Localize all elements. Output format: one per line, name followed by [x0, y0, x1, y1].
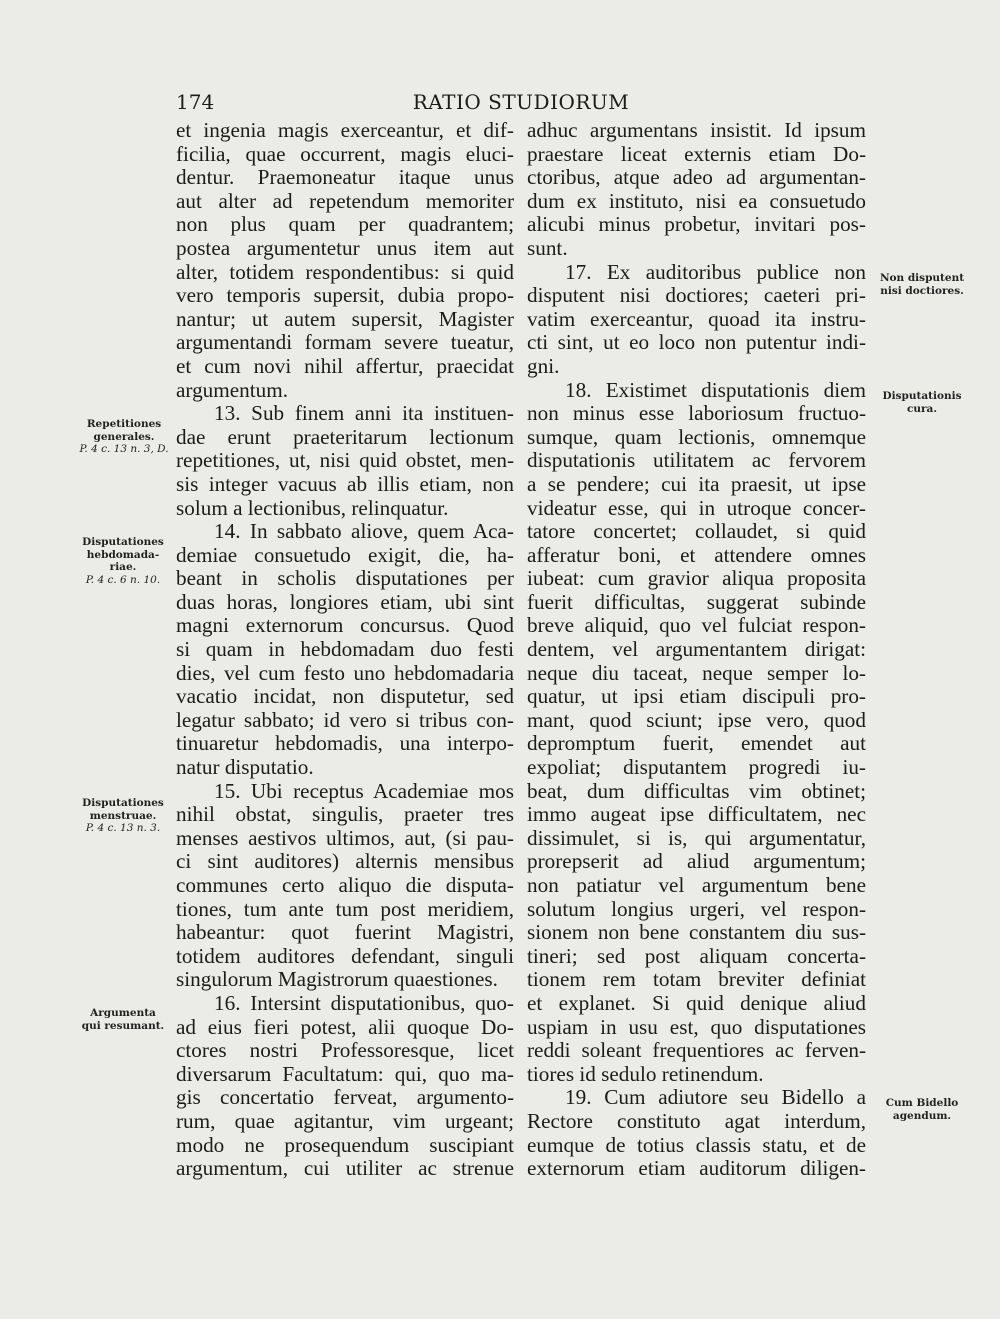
text-line: totidem auditores defendant, singuli	[176, 944, 514, 968]
margin-note-line: nisi doctiores.	[880, 284, 964, 297]
text-line: fuerit difficultas, suggerat subinde	[527, 590, 866, 614]
margin-note-reference: P. 4 c. 13 n. 3, D.	[79, 443, 169, 455]
text-line: gni.	[527, 354, 560, 378]
text-line: alter, totidem respondentibus: si quid	[176, 260, 514, 284]
text-line: rum, quae agitantur, vim urgeant;	[176, 1109, 514, 1133]
margin-note-bidello	[872, 1097, 972, 1122]
text-line: afferatur boni, et attendere omnes	[527, 543, 866, 567]
text-line: communes certo aliquo die disputa-	[176, 874, 514, 897]
margin-note-line: cura.	[906, 402, 938, 415]
text-line: 17. Ex auditoribus publice non	[565, 260, 866, 284]
text-line: sis integer vacuus ab illis etiam, non	[176, 472, 514, 496]
text-line: 16. Intersint disputationibus, quo-	[214, 991, 514, 1015]
text-line: sumque, quam lectionis, omnemque	[527, 425, 866, 449]
text-line: habeantur: quot fuerint Magistri,	[176, 921, 514, 945]
text-line: dissimulet, si is, qui argumentatur,	[527, 826, 866, 850]
text-line: ad eius fieri potest, alii quoque Do-	[176, 1015, 514, 1039]
page-header	[176, 90, 866, 120]
margin-note-argumenta	[70, 1007, 176, 1032]
left-text-column	[176, 119, 514, 1181]
text-line: prorepserit ad aliud argumentum;	[527, 850, 866, 874]
text-line: gis concertatio ferveat, argumento-	[176, 1086, 514, 1110]
margin-note-line: menstruae.	[89, 809, 157, 822]
text-line: argumentum.	[176, 378, 288, 402]
text-line: a se pendere; cui ita praesit, ut ipse	[527, 472, 866, 496]
margin-note-line: Non disputent	[879, 272, 965, 284]
page-number: 174	[176, 90, 215, 114]
text-line: solutum longius urgeri, vel respon-	[527, 897, 866, 921]
text-line: externorum etiam auditorum diligen-	[527, 1157, 866, 1181]
text-line: immo augeat ipse difficultatem, nec	[527, 803, 866, 827]
margin-note-line: Argumenta	[90, 1007, 156, 1019]
text-line: solum a lectionibus, relinquatur.	[176, 496, 449, 520]
text-line: duas horas, longiores etiam, ubi sint	[176, 590, 514, 614]
margin-note-line: riae.	[109, 561, 137, 573]
text-line: sionem non bene constantem diu sus-	[527, 921, 866, 945]
text-line: vatim exerceantur, quoad ita instru-	[527, 307, 866, 331]
text-line: breve aliquid, quo vel fulciat respon-	[527, 614, 866, 638]
margin-note-menstruae	[70, 797, 176, 835]
text-line: dies, vel cum festo uno hebdomadaria	[176, 661, 514, 685]
text-line: repetitiones, ut, nisi quid obstet, men-	[176, 449, 514, 473]
margin-note-reference: P. 4 c. 6 n. 10.	[85, 573, 161, 586]
margin-note-line: hebdomada-	[86, 548, 160, 561]
text-line: vacatio incidat, non disputetur, sed	[176, 685, 514, 709]
margin-note-line: Disputationes	[82, 797, 164, 809]
text-line: disputent nisi doctiores; caeteri pri-	[527, 284, 866, 308]
text-line: dum ex instituto, nisi ea consuetudo	[527, 189, 866, 213]
text-line: 18. Existimet disputationis diem	[565, 378, 866, 402]
margin-note-line: Cum Bidello	[885, 1097, 959, 1109]
text-line: modo ne prosequendum suscipiant	[176, 1133, 514, 1157]
running-title: RATIO STUDIORUM	[412, 90, 630, 114]
text-line: 14. In sabbato aliove, quem Aca-	[214, 520, 514, 544]
text-line: iubeat: cum gravior aliqua proposita	[527, 567, 866, 591]
text-line: adhuc argumentans insistit. Id ipsum	[527, 119, 866, 142]
margin-note-disputationis	[872, 390, 972, 415]
text-line: ctoribus, atque adeo ad argumentan-	[527, 166, 866, 190]
text-line: Rectore constituto agat interdum,	[527, 1109, 866, 1133]
margin-note-line: generales.	[93, 430, 155, 443]
text-line: tiones, tum ante tum post meridiem,	[176, 897, 514, 921]
text-line: non plus quam per quadrantem;	[176, 213, 514, 237]
text-line: menses aestivos ultimos, aut, (si pau-	[176, 826, 514, 850]
text-line: beant in scholis disputationes per	[176, 567, 514, 591]
text-line: nantur; ut autem supersit, Magister	[176, 307, 514, 331]
text-line: et ingenia magis exerceantur, et dif-	[176, 119, 514, 142]
text-line: argumentum, cui utiliter ac strenue	[176, 1157, 514, 1181]
text-line: mant, quod sciunt; ipse vero, quod	[527, 708, 866, 732]
margin-note-reference: P. 4 c. 13 n. 3.	[85, 822, 161, 834]
text-line: ficilia, quae occurrent, magis eluci-	[176, 142, 514, 166]
text-line: aut alter ad repetendum memoriter	[176, 189, 514, 213]
text-line: diversarum Facultatum: qui, quo ma-	[176, 1062, 514, 1086]
text-line: tiores id sedulo retinendum.	[527, 1062, 764, 1086]
margin-note-line: agendum.	[892, 1109, 952, 1122]
text-line: legatur sabbato; id vero si tribus con-	[176, 708, 514, 732]
text-line: nihil obstat, singulis, praeter tres	[176, 803, 514, 827]
margin-note-line: Repetitiones	[86, 418, 162, 430]
text-line: si quam in hebdomadam duo festi	[176, 638, 514, 662]
text-line: dentem, vel argumentantem dirigat:	[527, 638, 866, 662]
text-line: tionem rem totam breviter definiat	[527, 968, 866, 992]
margin-note-non-disputent	[872, 272, 972, 297]
text-line: sunt.	[527, 236, 568, 260]
text-line: alicubi minus probetur, invitari pos-	[527, 213, 866, 237]
text-line: praestare liceat externis etiam Do-	[527, 142, 866, 166]
text-line: cti sint, ut eo loco non putentur indi-	[527, 331, 866, 355]
text-line: depromptum fuerit, emendet aut	[527, 732, 866, 756]
text-line: non minus esse laboriosum fructuo-	[527, 402, 866, 426]
text-line: reddi soleant frequentiores ac ferven-	[527, 1039, 866, 1063]
text-line: 13. Sub finem anni ita instituen-	[214, 402, 514, 426]
text-line: argumentandi formam severe tueatur,	[176, 331, 514, 355]
text-line: magni externorum concursus. Quod	[176, 614, 514, 638]
text-line: dentur. Praemoneatur itaque unus	[176, 166, 514, 190]
text-line: videatur esse, qui in utroque concer-	[527, 496, 866, 520]
margin-note-line: qui resumant.	[81, 1019, 165, 1032]
text-line: ctores nostri Professoresque, licet	[176, 1039, 514, 1063]
text-line: tinuaretur hebdomadis, una interpo-	[176, 732, 514, 756]
text-line: eumque de totius classis statu, et de	[527, 1133, 866, 1157]
text-line: demiae consuetudo exigit, die, ha-	[176, 543, 514, 567]
margin-note-line: Disputationis	[882, 390, 962, 402]
margin-note-repetitiones	[78, 418, 170, 456]
text-line: dae erunt praeteritarum lectionum	[176, 425, 514, 449]
text-line: tatore concertet; collaudet, si quid	[527, 520, 866, 544]
text-line: uspiam in usu est, quo disputationes	[527, 1015, 866, 1039]
text-line: expoliat; disputantem progredi iu-	[527, 756, 866, 780]
text-line: singulorum Magistrorum quaestiones.	[176, 968, 498, 992]
text-line: quatur, ut ipsi etiam discipuli pro-	[527, 685, 866, 709]
text-line: ci sint auditores) alternis mensibus	[176, 850, 514, 874]
text-line: postea argumentetur unus item aut	[176, 236, 514, 260]
text-line: tineri; sed post aliquam concerta-	[527, 944, 866, 968]
text-line: natur disputatio.	[176, 756, 314, 780]
text-line: neque diu taceat, neque semper lo-	[527, 661, 866, 685]
text-line: et cum novi nihil affertur, praecidat	[176, 354, 514, 378]
margin-note-line: Disputationes	[82, 536, 164, 548]
text-line: 19. Cum adiutore seu Bidello a	[565, 1086, 866, 1110]
text-line: non patiatur vel argumentum bene	[527, 874, 866, 897]
margin-note-hebdomadariae	[70, 536, 176, 586]
right-text-column	[527, 119, 866, 1181]
text-line: et explanet. Si quid denique aliud	[527, 991, 866, 1015]
text-line: beat, dum difficultas vim obtinet;	[527, 779, 866, 803]
text-line: 15. Ubi receptus Academiae mos	[214, 779, 514, 803]
text-line: vero temporis supersit, dubia propo-	[176, 284, 514, 308]
text-line: disputationis utilitatem ac fervorem	[527, 449, 866, 473]
